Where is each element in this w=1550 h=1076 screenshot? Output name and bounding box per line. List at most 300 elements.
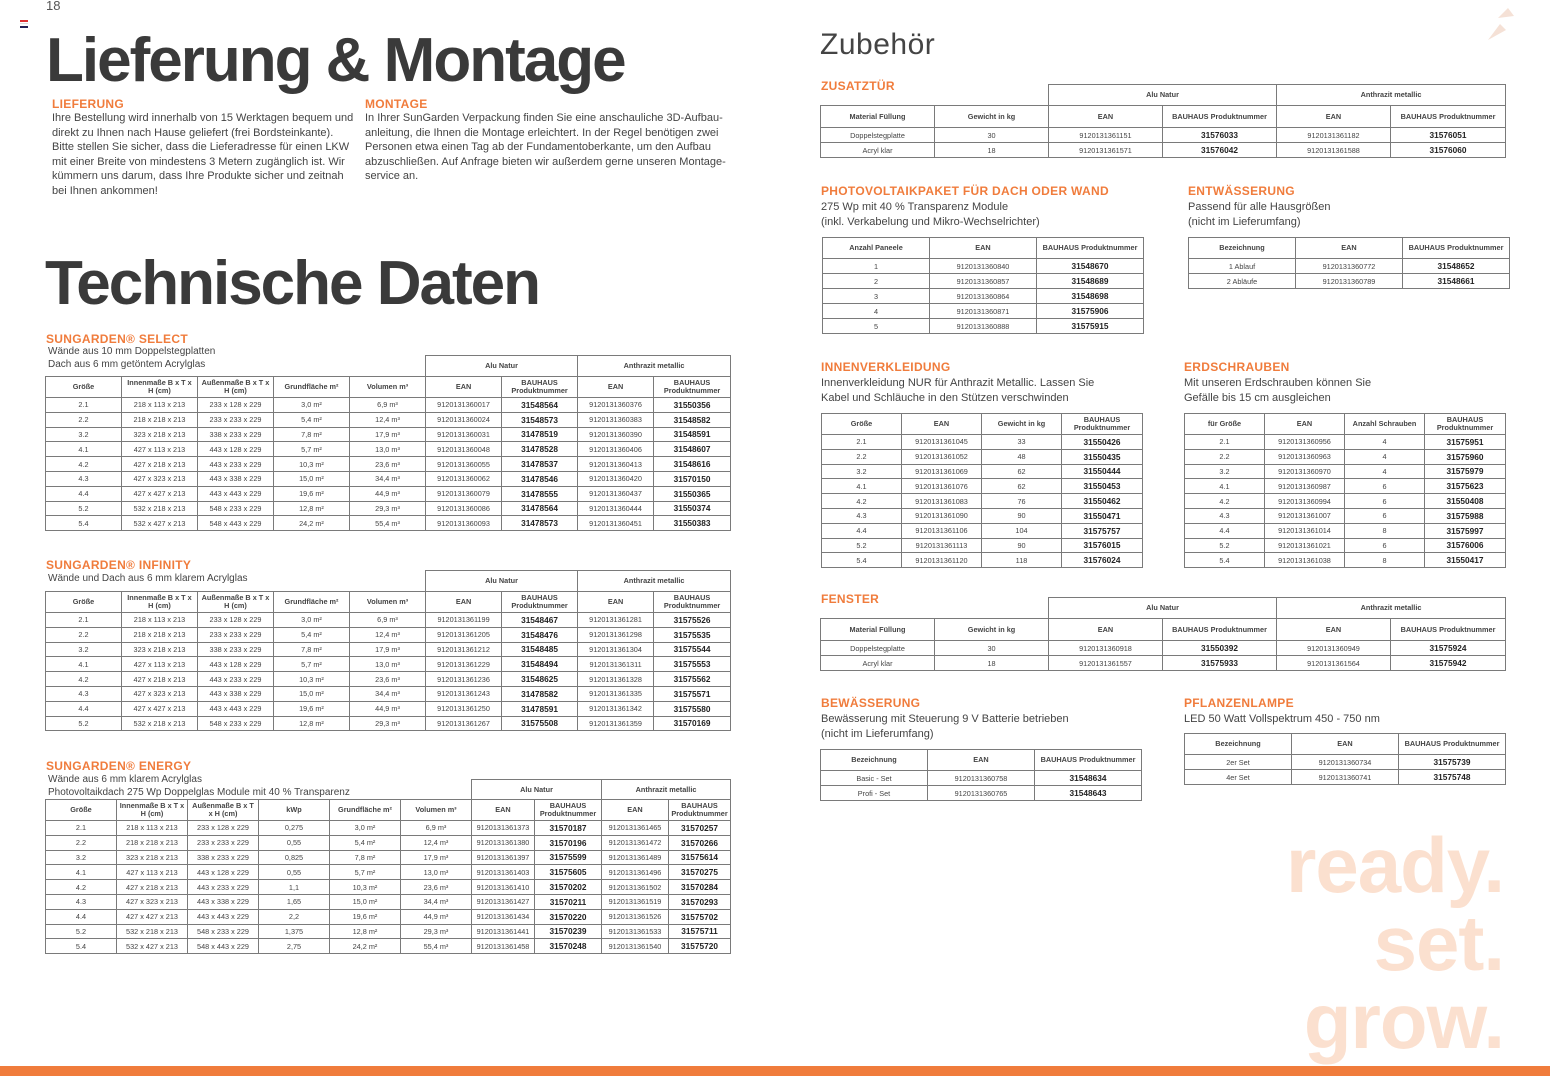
entwaesserung-heading: ENTWÄSSERUNG [1188,184,1295,198]
table-cell: 44,9 m³ [401,909,472,924]
table-cell: 9120131360406 [578,442,654,457]
table-cell: 31548591 [654,427,731,442]
text-line: Bewässerung mit Steuerung 9 V Batterie betrieben [821,713,1069,725]
table-cell: 19,6 m² [330,909,401,924]
table-cell: 5.4 [46,939,117,954]
table-cell: 31575702 [669,909,731,924]
table-cell: 532 x 427 x 213 [117,939,188,954]
table-row [1185,755,1506,770]
table-cell: 31548494 [502,657,578,672]
table-row [46,865,731,880]
table-cell: 31550365 [654,486,731,501]
table-cell: 3,0 m² [330,821,401,836]
table-cell: 9120131361298 [578,627,654,642]
group-header: Alu Natur [1049,85,1277,106]
table-cell: 31576051 [1391,128,1506,143]
table-cell: 90 [982,538,1062,553]
column-header: Außenmaße B x T x H (cm) [188,800,259,821]
table-cell: 31570202 [535,880,602,895]
table-cell: 4 [1345,435,1425,450]
table-cell: 218 x 113 x 213 [122,613,198,628]
table-cell: 548 x 233 x 229 [188,924,259,939]
table-cell: 34,4 m³ [401,894,472,909]
table-cell: 323 x 218 x 213 [117,850,188,865]
table-cell: 9120131360918 [1049,641,1163,656]
table-cell: 31548467 [502,613,578,628]
table-cell: 218 x 218 x 213 [117,835,188,850]
table-cell: 218 x 113 x 213 [122,398,198,413]
table-cell: 2.2 [822,449,902,464]
table-cell: 9120131360413 [578,457,654,472]
table-cell: 9120131361328 [578,672,654,687]
column-header: BAUHAUS Produktnummer [1399,734,1506,755]
table-cell: 443 x 128 x 229 [198,442,274,457]
table-cell: 9120131361090 [902,508,982,523]
column-header: BAUHAUS Produktnummer [669,800,731,821]
group-header: Anthrazit metallic [602,780,731,800]
table-cell: 427 x 323 x 213 [117,894,188,909]
table-cell: 443 x 338 x 229 [198,686,274,701]
table-cell: 338 x 233 x 229 [198,642,274,657]
table-cell: 31575915 [1037,319,1144,334]
table-cell: 62 [982,464,1062,479]
table-cell: 10,3 m² [330,880,401,895]
table-cell: 31548661 [1403,274,1510,289]
table-row [46,894,731,909]
table-cell: 218 x 218 x 213 [122,412,198,427]
table-cell: 13,0 m³ [350,442,426,457]
table-cell: 19,6 m² [274,486,350,501]
table-cell: 23,6 m³ [401,880,472,895]
column-header: Gewicht in kg [935,106,1049,128]
bewaesserung-table [820,749,1142,801]
column-header: BAUHAUS Produktnummer [1391,106,1506,128]
table-cell: 31575599 [535,850,602,865]
table-cell: 233 x 233 x 229 [198,627,274,642]
text-line: Ihre Bestellung wird innerhalb von 15 Werktagen bequem und [52,112,354,124]
table-cell: 31570248 [535,939,602,954]
column-header: BAUHAUS Produktnummer [535,800,602,821]
column-header: Größe [46,800,117,821]
table-cell: 532 x 218 x 213 [117,924,188,939]
column-header: Größe [46,592,122,613]
column-header: BAUHAUS Produktnummer [654,592,731,613]
table-cell: Profi - Set [821,786,928,801]
table-cell: 4.4 [46,701,122,716]
table-cell: 532 x 427 x 213 [122,516,198,531]
column-header: BAUHAUS Produktnummer [1062,414,1143,435]
table-cell: 2.1 [46,821,117,836]
group-header: Anthrazit metallic [578,356,731,377]
table-cell: 9120131361373 [472,821,535,836]
column-header: Größe [46,377,122,398]
column-header: Volumen m³ [401,800,472,821]
column-header: BAUHAUS Produktnummer [502,377,578,398]
table-cell: 31550374 [654,501,731,516]
erdschrauben-subtitle [1184,376,1371,405]
table-row [1185,770,1506,785]
table-cell: 55,4 m³ [401,939,472,954]
table-cell: 31478564 [502,501,578,516]
table-cell: 12,4 m³ [350,627,426,642]
column-header: EAN [578,592,654,613]
table-cell: Acryl klar [821,656,935,671]
table-cell: 9120131360741 [1292,770,1399,785]
table-cell: 2 Abläufe [1189,274,1296,289]
text-line: service an. [365,170,419,182]
table-row [46,516,731,531]
table-cell: 9120131361083 [902,494,982,509]
table-row [46,613,731,628]
table-cell: 9120131360451 [578,516,654,531]
column-header: Innenmaße B x T x H (cm) [122,377,198,398]
table-cell: 338 x 233 x 229 [198,427,274,442]
text-line: Photovoltaikdach 275 Wp Doppelglas Module mit 40 % Transparenz [48,787,350,798]
table-cell: 5.4 [1185,553,1265,568]
table-row [46,398,731,413]
table-cell: 31570211 [535,894,602,909]
table-cell: 5.4 [46,516,122,531]
table-cell: 1,375 [259,924,330,939]
table-cell: 31575951 [1425,435,1506,450]
table-cell: 9120131360376 [578,398,654,413]
table-row [821,128,1506,143]
table-cell: 44,9 m³ [350,701,426,716]
table-cell: 7,8 m² [274,427,350,442]
table-cell: 104 [982,523,1062,538]
table-row [823,274,1144,289]
table-cell: 9120131361236 [426,672,502,687]
table-cell: 9120131361403 [472,865,535,880]
table-row [46,909,731,924]
table-row [1185,449,1506,464]
table-cell: 9120131361052 [902,449,982,464]
column-header: EAN [930,238,1037,259]
table-row [1189,274,1510,289]
table-cell: 31550426 [1062,435,1143,450]
table-cell: 9120131361557 [1049,656,1163,671]
table-cell: 31575906 [1037,304,1144,319]
table-cell: 9120131361038 [1265,553,1345,568]
text-line: In Ihrer SunGarden Verpackung finden Sie eine anschauliche 3D-Aufbau- [365,112,723,124]
table-cell: 6 [1345,479,1425,494]
table-cell: 9120131360840 [930,259,1037,274]
table-cell: 9120131361342 [578,701,654,716]
text-line: Wände aus 10 mm Doppelstegplatten [48,346,216,357]
column-header: EAN [1265,414,1345,435]
table-cell: 9120131361335 [578,686,654,701]
table-cell: 13,0 m³ [350,657,426,672]
table-cell: 12,4 m³ [401,835,472,850]
table-row [46,821,731,836]
table-row [822,523,1143,538]
table-cell: 9120131361120 [902,553,982,568]
table-cell: 31548582 [654,412,731,427]
table-row [822,449,1143,464]
table-cell: 9120131361045 [902,435,982,450]
column-header: für Größe [1185,414,1265,435]
table-cell: 31478591 [502,701,578,716]
table-cell: 9120131360987 [1265,479,1345,494]
table-cell: 9120131360765 [928,786,1035,801]
table-cell: 31575988 [1425,508,1506,523]
table-cell: 31570266 [669,835,731,850]
text-line: anleitung, die Ihnen die Montage erleichtert. In der Regel benötigen zwei [365,126,719,139]
slogan-line: set. [1373,899,1504,987]
text-line: Wände aus 6 mm klarem Acrylglas [48,774,202,785]
table-cell: 4.1 [1185,479,1265,494]
table-cell: 9120131360055 [426,457,502,472]
page-number: 18 [46,0,61,13]
column-header: EAN [1277,106,1391,128]
table-cell: 9120131361496 [602,865,669,880]
table-cell: 31478582 [502,686,578,701]
text-line: Personen etwa einen Tag ab der Fundamentoberkante, um den Aufbau [365,141,711,153]
table-cell: 4.1 [822,479,902,494]
table-cell: 427 x 323 x 213 [122,686,198,701]
table-cell: 13,0 m³ [401,865,472,880]
column-header: BAUHAUS Produktnummer [1163,106,1277,128]
table-cell: 4.4 [1185,523,1265,538]
table-cell: 4 [1345,464,1425,479]
text-line: (inkl. Verkabelung und Mikro-Wechselrichter) [821,215,1040,228]
select-heading: SUNGARDEN® SELECT [46,332,188,346]
table-cell: 9120131361151 [1049,128,1163,143]
table-cell: 0,55 [259,835,330,850]
table-cell: 6 [1345,494,1425,509]
table-cell: 443 x 443 x 229 [198,701,274,716]
table-cell: 3 [823,289,930,304]
table-cell: 31548564 [502,398,578,413]
column-header: Grundfläche m² [274,377,350,398]
table-cell: 31550417 [1425,553,1506,568]
table-cell: 17,9 m³ [401,850,472,865]
table-cell: 5,7 m² [274,442,350,457]
table-cell: 9120131360864 [930,289,1037,304]
table-cell: 9120131361076 [902,479,982,494]
table-cell: 31548652 [1403,259,1510,274]
table-cell: 31575979 [1425,464,1506,479]
table-cell: 427 x 218 x 213 [117,880,188,895]
table-cell: 427 x 427 x 213 [117,909,188,924]
column-header: Bezeichnung [1185,734,1292,755]
table-cell: 2.1 [822,435,902,450]
table-cell: 2.1 [46,613,122,628]
table-cell: 5.4 [822,553,902,568]
table-cell: Doppelstegplatte [821,128,935,143]
table-cell: 31575720 [669,939,731,954]
table-cell: 17,9 m³ [350,642,426,657]
table-cell: 29,3 m³ [350,501,426,516]
page-title: Lieferung & Montage [46,26,625,95]
table-row [46,716,731,731]
table-cell: 338 x 233 x 229 [188,850,259,865]
table-cell: 233 x 233 x 229 [198,412,274,427]
table-cell: 9120131361441 [472,924,535,939]
table-cell: 31550444 [1062,464,1143,479]
table-row [1185,553,1506,568]
text-line: abzuschließen. Auf Anfrage bieten wir außerdem gerne unseren Montage- [365,155,726,168]
table-cell: 31550453 [1062,479,1143,494]
table-cell: 427 x 218 x 213 [122,457,198,472]
table-cell: 9120131361106 [902,523,982,538]
table-row [46,486,731,501]
table-cell: 31575711 [669,924,731,939]
pflanzenlampe-table [1184,733,1506,785]
table-cell: 9120131360420 [578,471,654,486]
column-header: BAUHAUS Produktnummer [1035,750,1142,771]
table-cell: 55,4 m³ [350,516,426,531]
table-cell: 8 [1345,553,1425,568]
table-cell: 427 x 427 x 213 [122,486,198,501]
table-cell: 24,2 m² [330,939,401,954]
table-cell: 2,75 [259,939,330,954]
text-line: Innenverkleidung NUR für Anthrazit Metallic. Lassen Sie [821,377,1095,389]
table-cell: 31548698 [1037,289,1144,304]
table-row [1185,538,1506,553]
table-row [821,786,1142,801]
table-cell: 9120131360079 [426,486,502,501]
table-cell: 6,9 m³ [350,613,426,628]
lieferung-heading: LIEFERUNG [52,97,125,111]
table-cell: 5.2 [46,924,117,939]
table-row [46,627,731,642]
table-row [46,471,731,486]
table-cell: 12,8 m² [274,501,350,516]
table-cell: 7,8 m² [330,850,401,865]
table-row [1189,259,1510,274]
table-cell: 9120131360062 [426,471,502,486]
table-cell: 31575739 [1399,755,1506,770]
table-row [46,835,731,850]
table-cell: 5.2 [46,501,122,516]
table-cell: 5.2 [822,538,902,553]
table-cell: 12,8 m² [274,716,350,731]
table-cell: 6 [1345,538,1425,553]
table-row [46,686,731,701]
table-cell: 30 [935,128,1049,143]
table-row [46,501,731,516]
column-header: Anzahl Schrauben [1345,414,1425,435]
table-cell: 19,6 m² [274,701,350,716]
table-cell: 12,4 m³ [350,412,426,427]
table-row [46,850,731,865]
column-header: EAN [1296,238,1403,259]
group-header: Anthrazit metallic [1277,598,1506,619]
column-header: Gewicht in kg [982,414,1062,435]
table-cell: 532 x 218 x 213 [122,501,198,516]
table-row [823,259,1144,274]
table-cell: 31570275 [669,865,731,880]
table-cell: 2er Set [1185,755,1292,770]
group-header: Anthrazit metallic [578,571,731,592]
table-cell: 4.1 [46,657,122,672]
slogan-line: ready. [1285,821,1504,909]
table-cell: 2.1 [46,398,122,413]
table-cell: 31478528 [502,442,578,457]
table-cell: 3.2 [46,642,122,657]
table-cell: Doppelstegplatte [821,641,935,656]
table-cell: 34,4 m³ [350,471,426,486]
table-cell: 31548476 [502,627,578,642]
table-cell: 9120131361182 [1277,128,1391,143]
table-cell: 8 [1345,523,1425,538]
table-cell: 4.3 [822,508,902,523]
column-header: EAN [902,414,982,435]
table-row [1185,494,1506,509]
table-cell: 31478519 [502,427,578,442]
bewaesserung-subtitle [821,712,1069,741]
table-cell: 31575571 [654,686,731,701]
text-line: bei Ihnen ankommen! [52,184,158,197]
table-cell: 9120131361205 [426,627,502,642]
table-cell: 0,825 [259,850,330,865]
table-cell: 4.4 [822,523,902,538]
table-cell: 5,4 m² [330,835,401,850]
table-cell: 2.2 [46,412,122,427]
table-row [1185,523,1506,538]
table-cell: 31548607 [654,442,731,457]
table-cell: 9120131361588 [1277,143,1391,158]
tech-title: Technische Daten [45,249,540,318]
table-cell: 76 [982,494,1062,509]
table-row [822,494,1143,509]
table-cell: 31575942 [1391,656,1506,671]
table-cell: 9120131360949 [1277,641,1391,656]
bewaesserung-heading: BEWÄSSERUNG [821,696,921,710]
table-cell: 532 x 218 x 213 [122,716,198,731]
table-cell: 4.3 [1185,508,1265,523]
table-cell: 62 [982,479,1062,494]
table-row [822,553,1143,568]
column-header: Material Füllung [821,619,935,641]
table-cell: 31550471 [1062,508,1143,523]
table-cell: 90 [982,508,1062,523]
column-header: Anzahl Paneele [823,238,930,259]
table-cell: 9120131361397 [472,850,535,865]
montage-text [365,111,735,184]
table-cell: 31570196 [535,835,602,850]
table-cell: 9120131361199 [426,613,502,628]
group-header: Anthrazit metallic [1277,85,1506,106]
table-cell: 5,7 m² [274,657,350,672]
table-cell: 31478537 [502,457,578,472]
column-header: EAN [472,800,535,821]
table-cell: 3.2 [46,850,117,865]
table-cell: 118 [982,553,1062,568]
table-cell: 9120131360086 [426,501,502,516]
table-cell: 9120131361502 [602,880,669,895]
table-cell: 9120131361571 [1049,143,1163,158]
column-header: BAUHAUS Produktnummer [1425,414,1506,435]
table-cell: 4.4 [46,486,122,501]
column-header: Innenmaße B x T x H (cm) [122,592,198,613]
table-cell: 9120131360956 [1265,435,1345,450]
table-cell: 443 x 443 x 229 [198,486,274,501]
table-cell: 9120131360390 [578,427,654,442]
table-row [46,880,731,895]
table-cell: 31575544 [654,642,731,657]
slogan [1285,821,1504,1065]
table-cell: 31575562 [654,672,731,687]
table-cell: 427 x 113 x 213 [122,442,198,457]
table-cell: 10,3 m² [274,672,350,687]
erdschrauben-heading: ERDSCHRAUBEN [1184,360,1290,374]
entwaesserung-table [1188,237,1510,289]
table-cell: 9120131360444 [578,501,654,516]
table-cell: 9120131361359 [578,716,654,731]
table-cell: 31575623 [1425,479,1506,494]
